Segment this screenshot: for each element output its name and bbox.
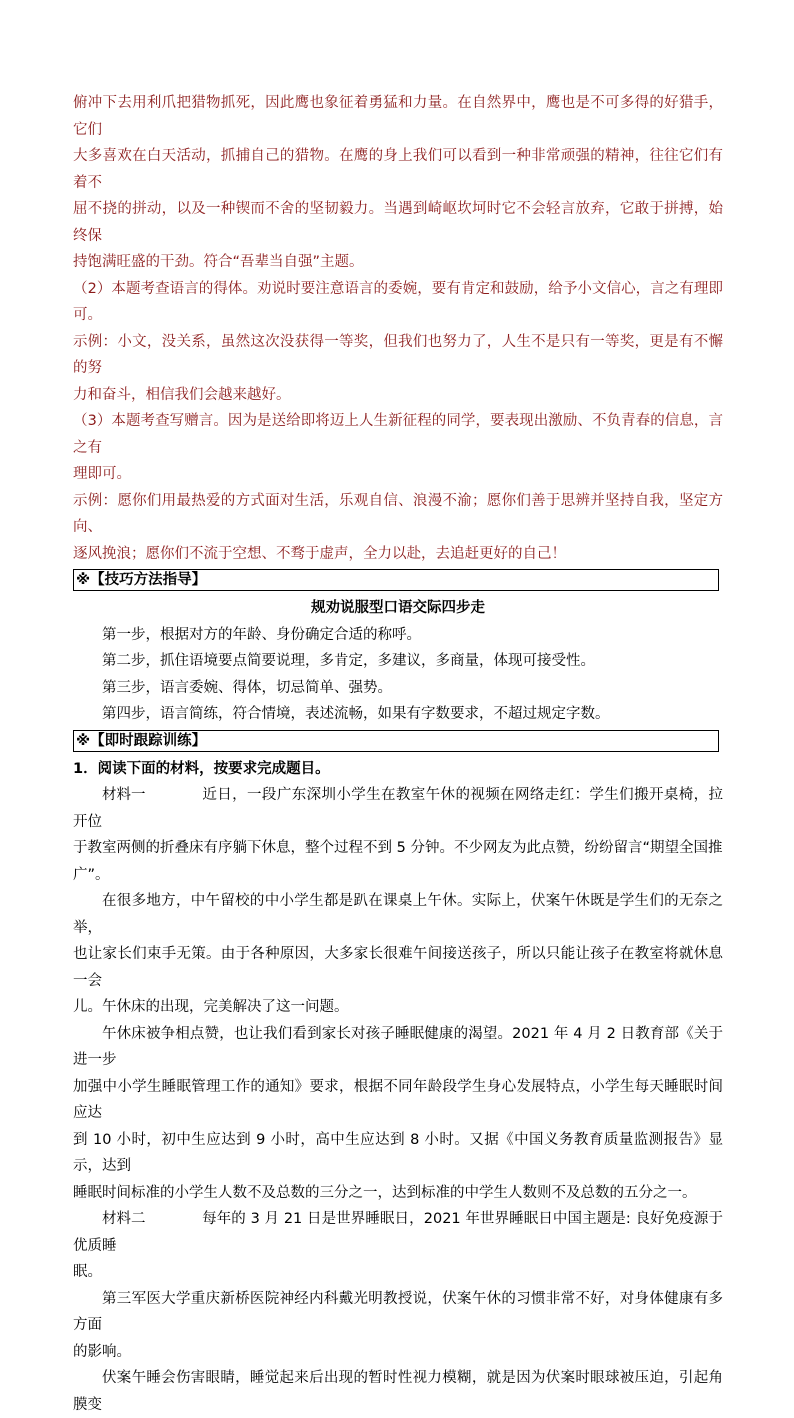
answer-line: （2）本题考查语言的得体。劝说时要注意语言的委婉，要有肯定和鼓励，给予小文信心，言之有理即可。 (73, 280, 723, 323)
material-line: 午休床被争相点赞，也让我们看到家长对孩子睡眠健康的渴望。2021 年 4 月 2 日教育部《关于进一步 (73, 1025, 723, 1068)
method-step: 第一步，根据对方的年龄、身份确定合适的称呼。 (102, 626, 421, 643)
method-step: 第二步，抓住语境要点简要说理，多肯定，多建议，多商量，体现可接受性。 (102, 653, 595, 669)
method-step: 第三步，语言委婉、得体，切忌简单、强势。 (102, 679, 392, 696)
material-line: 于教室两侧的折叠床有序躺下休息，整个过程不到 5 分钟。不少网友为此点赞，纷纷留言“期望全国推 (73, 840, 723, 856)
training-section-header: ※【即时跟踪训练】 (73, 730, 719, 752)
material-line: 的影响。 (73, 1343, 131, 1360)
material-line: 加强中小学生睡眠管理工作的通知》要求，根据不同年龄段学生身心发展特点，小学生每天睡眠时间应达 (73, 1078, 723, 1121)
answer-line: 持饱满旺盛的干劲。符合“吾辈当自强”主题。 (73, 254, 364, 270)
question-prompt: 1．阅读下面的材料，按要求完成题目。 (73, 760, 330, 777)
method-section-header: ※【技巧方法指导】 (73, 569, 719, 591)
answer-line: 大多喜欢在白天活动，抓捕自己的猎物。在鹰的身上我们可以看到一种非常顽强的精神，往往它们有着不 (73, 148, 723, 191)
material-line: 睡眠时间标准的小学生人数不及总数的三分之一，达到标准的中学生人数则不及总数的五分之一。 (73, 1184, 697, 1201)
answer-line: 示例：愿你们用最热爱的方式面对生活，乐观自信、浪漫不渝；愿你们善于思辨并坚持自我，坚定方向、 (73, 492, 723, 535)
answer-line: 逐风挽浪；愿你们不流于空想、不骛于虚声，全力以赴，去追赶更好的自己！ (73, 545, 566, 562)
material-line: 也让家长们束手无策。由于各种原因，大多家长很难午间接送孩子，所以只能让孩子在教室将就休息一会 (73, 946, 723, 989)
material-line: 在很多地方，中午留校的中小学生都是趴在课桌上午休。实际上，伏案午休既是学生们的无奈之举， (73, 893, 723, 936)
material-line: 到 10 小时，初中生应达到 9 小时，高中生应达到 8 小时。又据《中国义务教育质量监测报告》显示，达到 (73, 1131, 723, 1174)
answer-section (73, 90, 723, 567)
document-page (73, 90, 723, 1418)
material-two-line: 材料二 每年的 3 月 21 日是世界睡眠日，2021 年世界睡眠日中国主题是: 良好免疫源于优质睡 (73, 1206, 723, 1259)
answer-line: 示例：小文，没关系，虽然这次没获得一等奖，但我们也努力了，人生不是只有一等奖，更是有不懈的努 (73, 333, 723, 376)
answer-line: 屈不挠的拼动，以及一种锲而不舍的坚韧毅力。当遇到崎岖坎坷时它不会轻言放弃，它敢于拼搏，始终保 (73, 201, 723, 244)
answer-line: 俯冲下去用利爪把猎物抓死，因此鹰也象征着勇猛和力量。在自然界中，鹰也是不可多得的好猎手，它们 (73, 95, 723, 138)
material-line: 眠。 (73, 1264, 102, 1280)
method-title: 规劝说服型口语交际四步走 (311, 600, 485, 616)
method-step: 第四步，语言简练，符合情境，表述流畅，如果有字数要求，不超过规定字数。 (102, 706, 610, 722)
material-line: 伏案午睡会伤害眼睛，睡觉起来后出现的暂时性视力模糊，就是因为伏案时眼球被压迫，引起角膜变 (73, 1370, 723, 1413)
material-line: 第三军医大学重庆新桥医院神经内科戴光明教授说，伏案午休的习惯非常不好，对身体健康有多方面 (73, 1290, 723, 1333)
material-one-line: 材料一 近日，一段广东深圳小学生在教室午休的视频在网络走红：学生们搬开桌椅，拉开位 (73, 782, 723, 835)
answer-line: （3）本题考查写赠言。因为是送给即将迈上人生新征程的同学，要表现出激励、不负青春的信息，言之有 (73, 413, 723, 456)
material-one-label: 材料一 (102, 787, 146, 803)
material-line: 广”。 (73, 866, 110, 883)
answer-line: 理即可。 (73, 466, 131, 482)
material-two-label: 材料二 (102, 1211, 146, 1227)
material-line: 儿。午休床的出现，完美解决了这一问题。 (73, 999, 349, 1015)
answer-line: 力和奋斗，相信我们会越来越好。 (73, 386, 291, 403)
